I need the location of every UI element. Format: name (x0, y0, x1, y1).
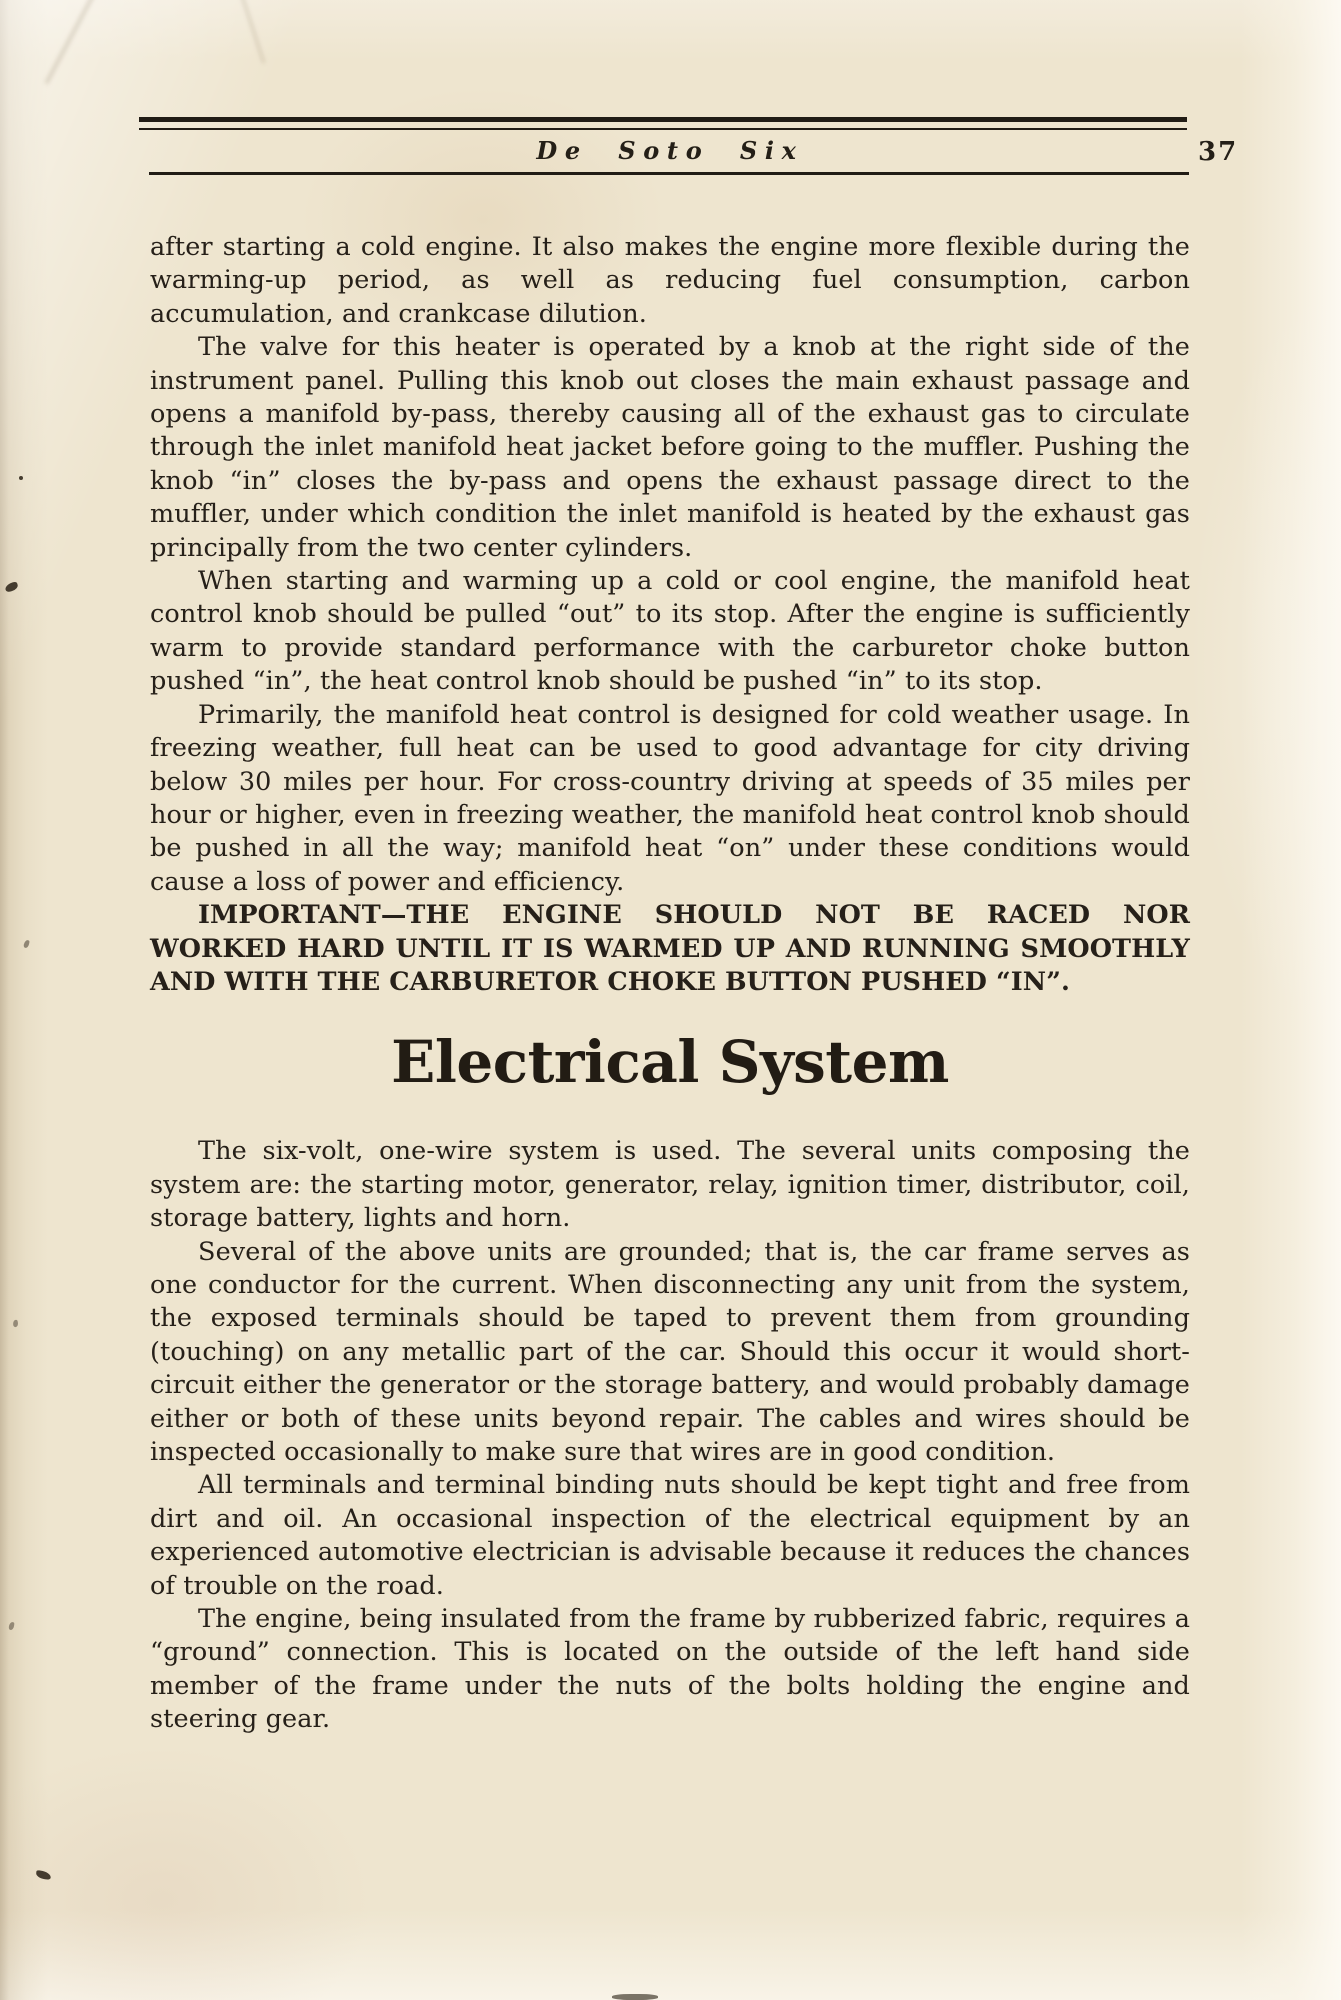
paper-speck (612, 1994, 658, 2000)
important-note: IMPORTANT—THE ENGINE SHOULD NOT BE RACED NOR WORKED HARD UNTIL IT IS WARMED UP AND RUNNING SMOOTHLY AND WITH THE CARBURETOR CHOKE BUTTON PUSHED “IN”. (150, 900, 1190, 997)
header-double-rule-top (139, 117, 1187, 122)
paragraph-six-volt-system: The six-volt, one-wire system is used. The several units composing the system are: the starting motor, generator, relay, ignition timer, distributor, coil, storage battery, lights and horn. (150, 1136, 1190, 1234)
paper-crease (44, 0, 99, 85)
paragraph-starting-warming: When starting and warming up a cold or cool engine, the manifold heat control knob should be pulled “out” to its stop. After the engine is sufficiently warm to provide standard performance with the carburetor choke button pushed “in”, the heat control knob should be pushed “in” to its stop. (150, 566, 1190, 697)
paragraph-cold-weather: Primarily, the manifold heat control is designed for cold weather usage. In freezing weather, full heat can be used to good advantage for city driving below 30 miles per hour. For cross-country driving at speeds of 35 miles per hour or higher, even in freezing weather, the manifold heat control knob should be pushed in all the way; manifold heat “on” under these conditions would cause a loss of power and efficiency. (150, 699, 1190, 897)
paragraph-engine-ground: The engine, being insulated from the frame by rubberized fabric, requires a “ground” connection. This is located on the outside of the left hand side member of the frame under the nuts of the bolts holding the engine and steering gear. (150, 1604, 1190, 1735)
paper-speck (36, 1870, 52, 1880)
paragraph-terminals: All terminals and terminal binding nuts should be kept tight and free from dirt and oil. An occasional inspection of the electrical equipment by an experienced automotive electrician is advisable because it reduces the chances of trouble on the road. (150, 1470, 1190, 1601)
paragraph-manifold-continued: after starting a cold engine. It also makes the engine more flexible during the warming-up period, as well as reducing fuel consumption, carbon accumulation, and crankcase dilution. (150, 232, 1190, 329)
header-double-rule-bottom (139, 128, 1187, 130)
paper-speck (19, 476, 23, 480)
paragraph-grounded-units: Several of the above units are grounded; that is, the car frame serves as one conductor for the current. When disconnecting any unit from the system, the exposed terminals should be taped to prevent them from grounding (touching) on any metallic part of the car. Should this occur it would short-circuit either the generator or the storage battery, and would probably damage either or both of these units beyond repair. The cables and wires should be inspected occasionally to make sure that wires are in good condition. (150, 1236, 1190, 1467)
paper-speck (8, 1622, 14, 1631)
page-body (150, 231, 1190, 1737)
page-number: 37 (1198, 137, 1239, 167)
running-title: De Soto Six (536, 136, 804, 165)
header-underline-rule (149, 172, 1189, 175)
paper-speck (23, 940, 30, 949)
paper-crease (238, 0, 266, 64)
paragraph-heater-valve: The valve for this heater is operated by a knob at the right side of the instrument panel. Pulling this knob out closes the main exhaust passage and opens a manifold by-pass, thereby causing all of the exhaust gas to circulate through the inlet manifold heat jacket before going to the muffler. Pushing the knob “in” closes the by-pass and opens the exhaust passage direct to the muffler, under which condition the inlet manifold is heated by the exhaust gas principally from the two center cylinders. (150, 332, 1190, 563)
paper-speck (12, 1320, 18, 1328)
section-heading: Electrical System (391, 1028, 949, 1097)
paper-speck (4, 581, 19, 593)
